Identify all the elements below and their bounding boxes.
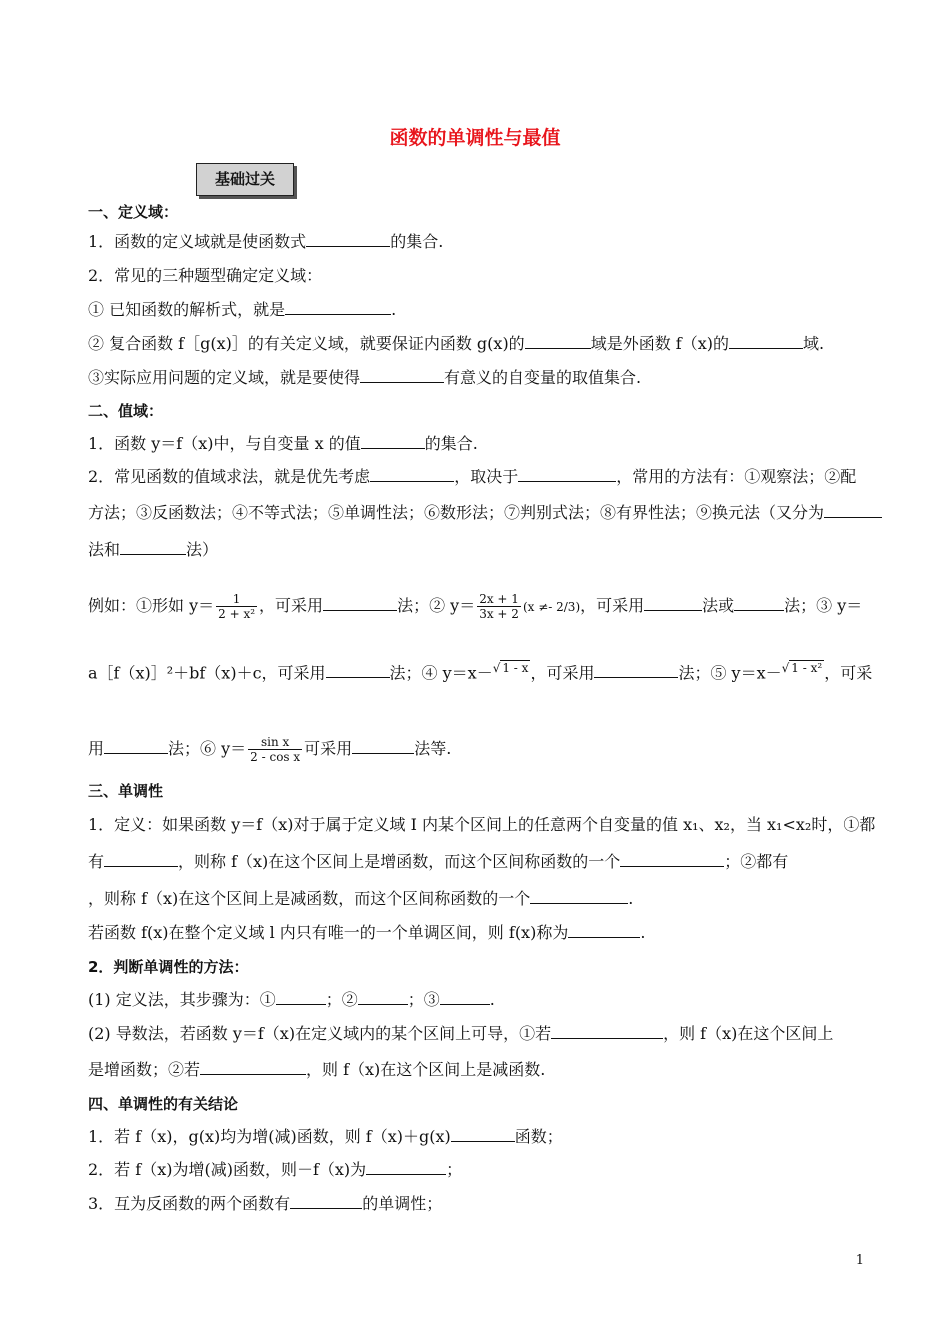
mono-line-4: 若函数 f(x)在整个定义域 l 内只有唯一的一个单调区间，则 f(x)称为 . [88, 923, 646, 942]
mono-line-1: 1．定义：如果函数 y＝f（x)对于属于定义域 I 内某个区间上的任意两个自变量的值 x₁、x₂，当 x₁<x₂时，①都 [88, 815, 876, 834]
domain-line-5: ③实际应用问题的定义域，就是要使得 有意义的自变量的取值集合. [88, 368, 642, 387]
fraction-1: $\frac{1}{\text{2 + x²}}$ [218, 592, 256, 621]
mono-line-3: ，则称 f（x)在这个区间上是减函数，而这个区间称函数的一个 . [88, 889, 634, 908]
fraction-2: $\frac{2x + 1}{3x + 2}$ [479, 592, 519, 621]
conclusion-line-2: 2．若 f（x)为增(减)函数，则－f（x)为 ； [88, 1160, 463, 1179]
method-line-2: (2) 导数法，若函数 y＝f（x)在定义域内的某个区间上可导，①若 ，则 f（x)在这个区间上 [88, 1024, 834, 1043]
domain-line-2: 2．常见的三种题型确定定义域： [88, 266, 323, 285]
range-line-1: 1．函数 y＝f（x)中，与自变量 x 的值 的集合. [88, 434, 478, 453]
range-example-2: a［f（x)］²＋bf（x)＋c，可采用 法；④ y＝x－√ 1 - x ，可采用 法；⑤ y＝x－√ 1 - x² ，可采 [88, 658, 872, 683]
heading-monotonicity: 三、单调性 [88, 782, 164, 800]
conclusion-line-1: 1．若 f（x)，g(x)均为增(减)函数，则 f（x)＋g(x) 函数； [88, 1127, 563, 1146]
method-line-1: (1) 定义法，其步骤为：① ；② ；③ . [88, 990, 495, 1009]
conclusion-line-3: 3．互为反函数的两个函数有 的单调性； [88, 1194, 443, 1213]
heading-range: 二、值域： [88, 402, 164, 420]
heading-judge-methods: 2．判断单调性的方法： [88, 958, 249, 976]
page-title: 函数的单调性与最值 [389, 127, 561, 149]
heading-conclusions: 四、单调性的有关结论 [88, 1095, 239, 1113]
range-line-2: 2．常见函数的值域求法，就是优先考虑 ，取决于 ，常用的方法有：①观察法；②配 [88, 467, 857, 486]
sqrt-2: √ 1 - x² [781, 661, 823, 675]
fraction-3: $\frac{\text{sin x}}{\text{2 - cos x}}$ [250, 735, 301, 764]
page-number: 1 [855, 1253, 864, 1268]
range-example-3: 用 法；⑥ y＝ $\frac{\text{sin x}}{\text{2 - cos x}}$ 可采用 法等. [88, 735, 452, 764]
domain-line-4: ② 复合函数 f［g(x)］的有关定义域，就要保证内函数 g(x)的 域是外函数 f（x)的 域. [88, 334, 825, 353]
mono-line-2: 有 ，则称 f（x)在这个区间上是增函数，而这个区间称函数的一个 ；②都有 [88, 852, 789, 871]
sqrt-1: √ 1 - x [492, 661, 529, 675]
heading-domain: 一、定义域： [88, 203, 179, 221]
range-example-1: 例如：①形如 y＝ $\frac{1}{\text{2 + x²}}$ ，可采用 法；② y＝ $\frac{2x + 1}{3x + 2}$ (x ≠- 2/3)，可采用 法或 法；③ y＝ [88, 592, 863, 621]
range-line-3: 方法；③反函数法；④不等式法；⑤单调性法；⑥数形法；⑦判别式法；⑧有界性法；⑨换元法（又分为 [88, 503, 882, 523]
range-line-4: 法和 法） [88, 540, 219, 559]
method-line-3: 是增函数；②若 ，则 f（x)在这个区间上是减函数. [88, 1060, 546, 1079]
domain-line-3: ① 已知函数的解析式，就是 . [88, 300, 397, 319]
section-badge: 基础过关 [196, 163, 294, 196]
domain-line-1: 1．函数的定义域就是使函数式 的集合. [88, 232, 444, 251]
